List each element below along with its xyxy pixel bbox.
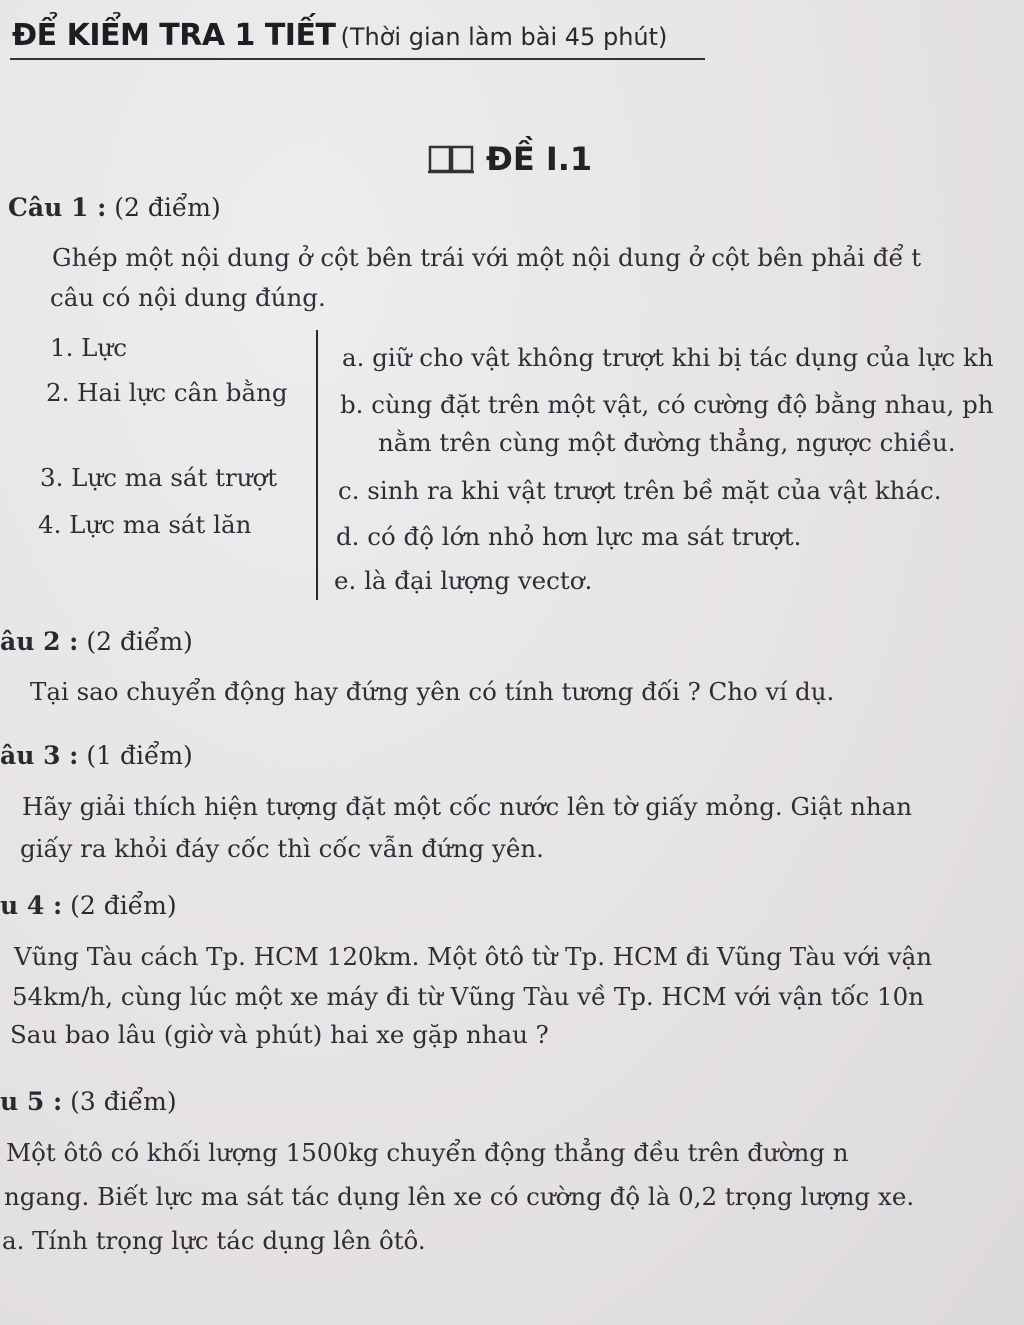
q2-points: (2 điểm): [86, 627, 193, 656]
q1-right-item: a. giữ cho vật không trượt khi bị tác dụng của lực kh: [342, 343, 994, 372]
q5-line2: ngang. Biết lực ma sát tác dụng lên xe có cường độ là 0,2 trọng lượng xe.: [4, 1182, 915, 1211]
exam-header: [12, 18, 667, 53]
q1-left-item: 1. Lực: [50, 333, 127, 362]
q1-left-item: 2. Hai lực cân bằng: [46, 378, 288, 407]
q5-points: (3 điểm): [70, 1087, 177, 1116]
header-underline: [10, 58, 705, 60]
q2-heading: [0, 627, 193, 656]
q1-label: Câu 1 :: [8, 193, 107, 222]
q3-label: âu 3 :: [0, 741, 79, 770]
q1-instruction-line2: câu có nội dung đúng.: [50, 283, 326, 312]
q3-line1: Hãy giải thích hiện tượng đặt một cốc nước lên tờ giấy mỏng. Giật nhan: [22, 792, 913, 821]
q3-points: (1 điểm): [86, 741, 193, 770]
q1-right-item: b. cùng đặt trên một vật, có cường độ bằng nhau, ph: [340, 390, 994, 419]
q1-left-item: 3. Lực ma sát trượt: [40, 463, 278, 492]
q4-heading: [0, 891, 177, 920]
open-book-icon: [428, 143, 474, 175]
q4-points: (2 điểm): [70, 891, 177, 920]
q4-line2: 54km/h, cùng lúc một xe máy đi từ Vũng Tàu về Tp. HCM với vận tốc 10n: [12, 982, 924, 1011]
q4-line3: Sau bao lâu (giờ và phút) hai xe gặp nhau ?: [10, 1020, 549, 1049]
q1-column-divider: [316, 330, 318, 600]
q1-right-item: c. sinh ra khi vật trượt trên bề mặt của vật khác.: [338, 476, 942, 505]
q5-label: u 5 :: [0, 1087, 63, 1116]
q3-line2: giấy ra khỏi đáy cốc thì cốc vẫn đứng yên.: [20, 834, 544, 863]
q5-line3: a. Tính trọng lực tác dụng lên ôtô.: [2, 1226, 426, 1255]
q1-points: (2 điểm): [114, 193, 221, 222]
q1-right-item: d. có độ lớn nhỏ hơn lực ma sát trượt.: [336, 522, 802, 551]
q1-right-item: e. là đại lượng vectơ.: [334, 566, 593, 595]
q1-heading: [8, 193, 221, 222]
q2-text: Tại sao chuyển động hay đứng yên có tính tương đối ? Cho ví dụ.: [30, 677, 835, 706]
q4-label: u 4 :: [0, 891, 63, 920]
q5-line1: Một ôtô có khối lượng 1500kg chuyển động thẳng đều trên đường n: [6, 1138, 849, 1167]
q5-heading: [0, 1087, 177, 1116]
q2-label: âu 2 :: [0, 627, 79, 656]
exam-duration: (Thời gian làm bài 45 phút): [340, 23, 668, 51]
exam-code: ĐỀ I.1: [486, 140, 593, 178]
exam-title: ĐỂ KIỂM TRA 1 TIẾT: [12, 18, 336, 53]
q1-left-item: 4. Lực ma sát lăn: [38, 510, 252, 539]
exam-code-heading: [428, 140, 592, 178]
q1-instruction-line1: Ghép một nội dung ở cột bên trái với một nội dung ở cột bên phải để t: [52, 243, 922, 272]
q4-line1: Vũng Tàu cách Tp. HCM 120km. Một ôtô từ Tp. HCM đi Vũng Tàu với vận: [14, 942, 933, 971]
q3-heading: [0, 741, 193, 770]
q1-right-item-continuation: nằm trên cùng một đường thẳng, ngược chiều.: [378, 428, 956, 457]
